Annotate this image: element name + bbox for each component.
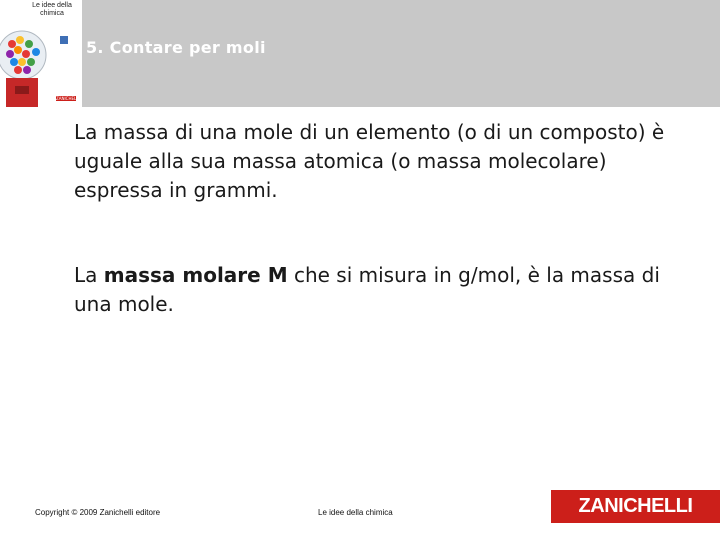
molar-mass-paragraph bbox=[74, 261, 694, 319]
zanichelli-logo: ZANICHELLI bbox=[551, 490, 720, 523]
cover-title: Le idee della chimica bbox=[32, 2, 72, 17]
molar-mass-suffix: che si misura in g/mol, è la massa di una mole. bbox=[74, 263, 660, 316]
footer-copyright: Copyright © 2009 Zanichelli editore bbox=[35, 508, 161, 517]
book-cover-image bbox=[0, 0, 82, 107]
molar-mass-term: massa molare M bbox=[103, 263, 288, 287]
cover-publisher-label: ZANICHELLI bbox=[56, 96, 80, 101]
molar-mass-prefix: La bbox=[74, 263, 104, 287]
slide-title: 5. Contare per moli bbox=[86, 38, 266, 57]
definition-paragraph: La massa di una mole di un elemento (o di un composto) è uguale alla sua massa atomica (o massa molecolare) espressa in grammi. bbox=[74, 120, 665, 202]
header-bar bbox=[0, 0, 720, 107]
footer-book-title: Le idee della chimica bbox=[318, 508, 393, 517]
